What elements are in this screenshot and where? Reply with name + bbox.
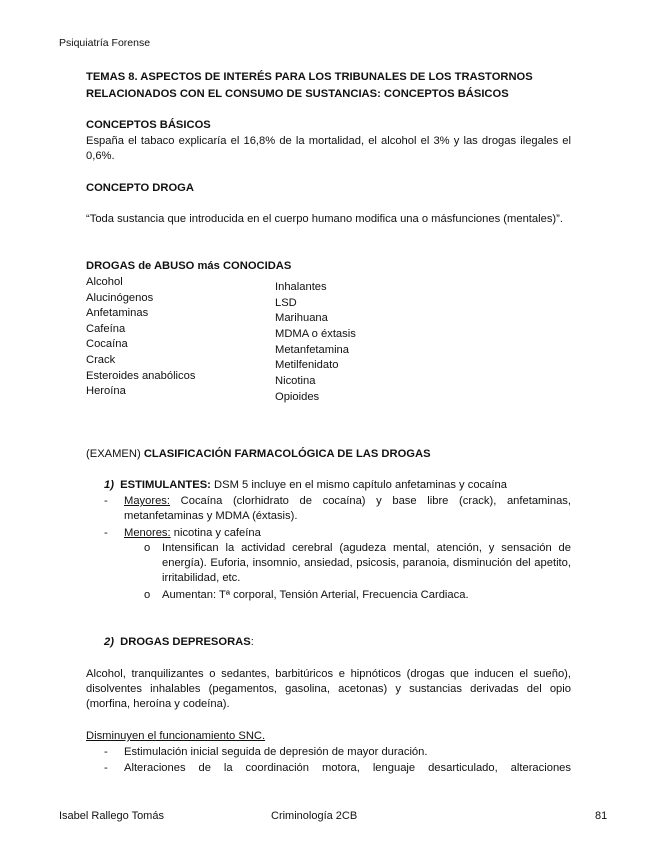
list-item: Nicotina	[275, 375, 316, 387]
dash-bullet: -	[104, 527, 108, 539]
footer-course: Criminología 2CB	[271, 810, 358, 822]
conceptos-heading: CONCEPTOS BÁSICOS	[86, 119, 211, 131]
menores-item	[124, 526, 261, 541]
footer-author: Isabel Rallego Tomás	[59, 810, 164, 822]
circle-bullet: o	[144, 542, 151, 554]
mayores-text: Cocaína (clorhidrato de cocaína) y base libre (crack), anfetaminas, metanfetaminas y MDMA (éxtasis).	[124, 495, 571, 522]
page-number: 81	[595, 810, 608, 822]
mayores-label: Mayores:	[124, 495, 171, 507]
estimulantes-text: DSM 5 incluye en el mismo capítulo anfetaminas y cocaína	[210, 479, 507, 491]
page-title-line-1: TEMAS 8. ASPECTOS DE INTERÉS PARA LOS TRIBUNALES DE LOS TRASTORNOS	[86, 71, 533, 83]
list-item: Cafeína	[86, 323, 126, 335]
page-title-line-2: RELACIONADOS CON EL CONSUMO DE SUSTANCIAS: CONCEPTOS BÁSICOS	[86, 88, 509, 100]
list-item: Opioides	[275, 391, 320, 403]
list-item: Inhalantes	[275, 281, 327, 293]
estimulantes-heading	[104, 478, 507, 493]
dash-bullet: -	[104, 762, 108, 774]
running-header: Psiquiatría Forense	[59, 37, 151, 49]
estimulantes-label: ESTIMULANTES:	[120, 479, 211, 491]
dash-bullet: -	[104, 495, 108, 507]
snc-bullet-1: Estimulación inicial seguida de depresión de mayor duración.	[124, 746, 428, 758]
droga-quote: “Toda sustancia que introducida en el cuerpo humano modifica una o másfunciones (mentales)”.	[86, 213, 563, 225]
mayores-item	[124, 494, 571, 524]
dash-bullet: -	[104, 746, 108, 758]
list-item: Anfetaminas	[86, 307, 149, 319]
list-item: Esteroides anabólicos	[86, 370, 196, 382]
item-number: 2)	[104, 636, 114, 648]
snc-bullet-2: Alteraciones de la coordinación motora, lenguaje desarticulado, alteraciones	[124, 762, 571, 774]
list-item: Cocaína	[86, 338, 128, 350]
droga-heading: CONCEPTO DROGA	[86, 182, 194, 194]
depresoras-colon: :	[250, 636, 254, 648]
list-item: MDMA o éxtasis	[275, 328, 356, 340]
clasificacion-heading	[86, 447, 431, 462]
list-item: Alcohol	[86, 276, 123, 288]
estimulantes-aumentan: Aumentan: Tª corporal, Tensión Arterial, Frecuencia Cardiaca.	[162, 589, 469, 601]
list-item: Alucinógenos	[86, 292, 154, 304]
menores-text: nicotina y cafeína	[170, 527, 261, 539]
conceptos-text: España el tabaco explicaría el 16,8% de la mortalidad, el alcohol el 3% y las drogas ilegales el 0,6%.	[86, 135, 571, 162]
depresoras-text: Alcohol, tranquilizantes o sedantes, barbitúricos e hipnóticos (drogas que inducen el sueño), disolventes inhalables (pegamentos, gasolina, acetonas) y sustancias derivadas del opio (morfina, heroína y codeína).	[86, 668, 571, 710]
list-item: Crack	[86, 354, 116, 366]
list-item: LSD	[275, 297, 297, 309]
depresoras-label: DROGAS DEPRESORAS	[120, 636, 251, 648]
list-item: Metilfenidato	[275, 359, 339, 371]
circle-bullet: o	[144, 589, 151, 601]
clasificacion-title: CLASIFICACIÓN FARMACOLÓGICA DE LAS DROGAS	[143, 448, 431, 460]
menores-label: Menores:	[124, 527, 171, 539]
depresoras-heading	[104, 635, 254, 650]
list-item: Marihuana	[275, 312, 328, 324]
estimulantes-effects: Intensifican la actividad cerebral (agudeza mental, atención, y sensación de energía). Euforia, insomnio, ansiedad, psicosis, paranoia, disminución del apetito, irritabilidad, etc.	[162, 542, 571, 584]
list-item: Heroína	[86, 385, 126, 397]
exam-prefix: (EXAMEN)	[86, 448, 144, 460]
snc-heading: Disminuyen el funcionamiento SNC.	[86, 730, 266, 742]
item-number: 1)	[104, 479, 114, 491]
list-item: Metanfetamina	[275, 344, 350, 356]
drogas-abuso-heading: DROGAS de ABUSO más CONOCIDAS	[86, 260, 292, 272]
